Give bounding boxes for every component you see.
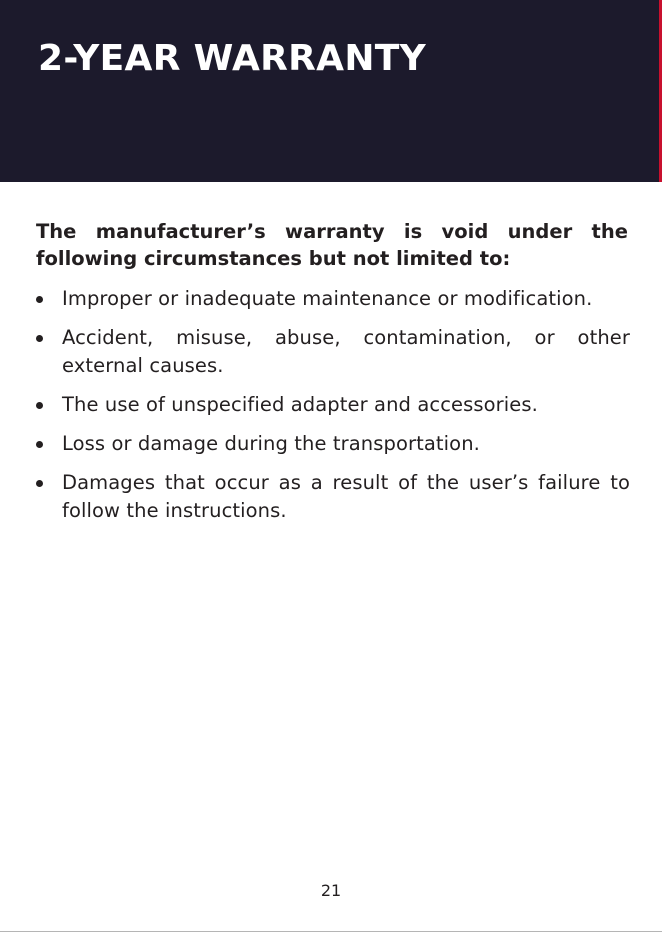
bottom-divider xyxy=(0,931,662,932)
bullet-icon xyxy=(36,480,43,487)
list-item xyxy=(36,324,630,380)
list-item xyxy=(36,391,630,419)
page-number: 21 xyxy=(320,881,342,900)
list-item-text: Accident, misuse, abuse, contamination, or other external causes. xyxy=(62,326,630,377)
bullet-icon xyxy=(36,402,43,409)
list-item xyxy=(36,430,630,458)
list-item xyxy=(36,285,630,313)
list-item-text: Improper or inadequate maintenance or modification. xyxy=(62,287,593,310)
bullet-icon xyxy=(36,296,43,303)
list-item xyxy=(36,469,630,525)
void-conditions-list xyxy=(36,285,630,536)
list-item-text: Damages that occur as a result of the user’s failure to follow the instructions. xyxy=(62,471,630,522)
list-item-text: Loss or damage during the transportation. xyxy=(62,432,480,455)
bullet-icon xyxy=(36,335,43,342)
bullet-icon xyxy=(36,441,43,448)
page-title: 2-YEAR WARRANTY xyxy=(38,38,426,79)
list-item-text: The use of unspecified adapter and accessories. xyxy=(62,393,538,416)
warranty-void-intro: The manufacturer’s warranty is void under the following circumstances but not limited to: xyxy=(36,220,628,270)
header-band xyxy=(0,0,662,182)
